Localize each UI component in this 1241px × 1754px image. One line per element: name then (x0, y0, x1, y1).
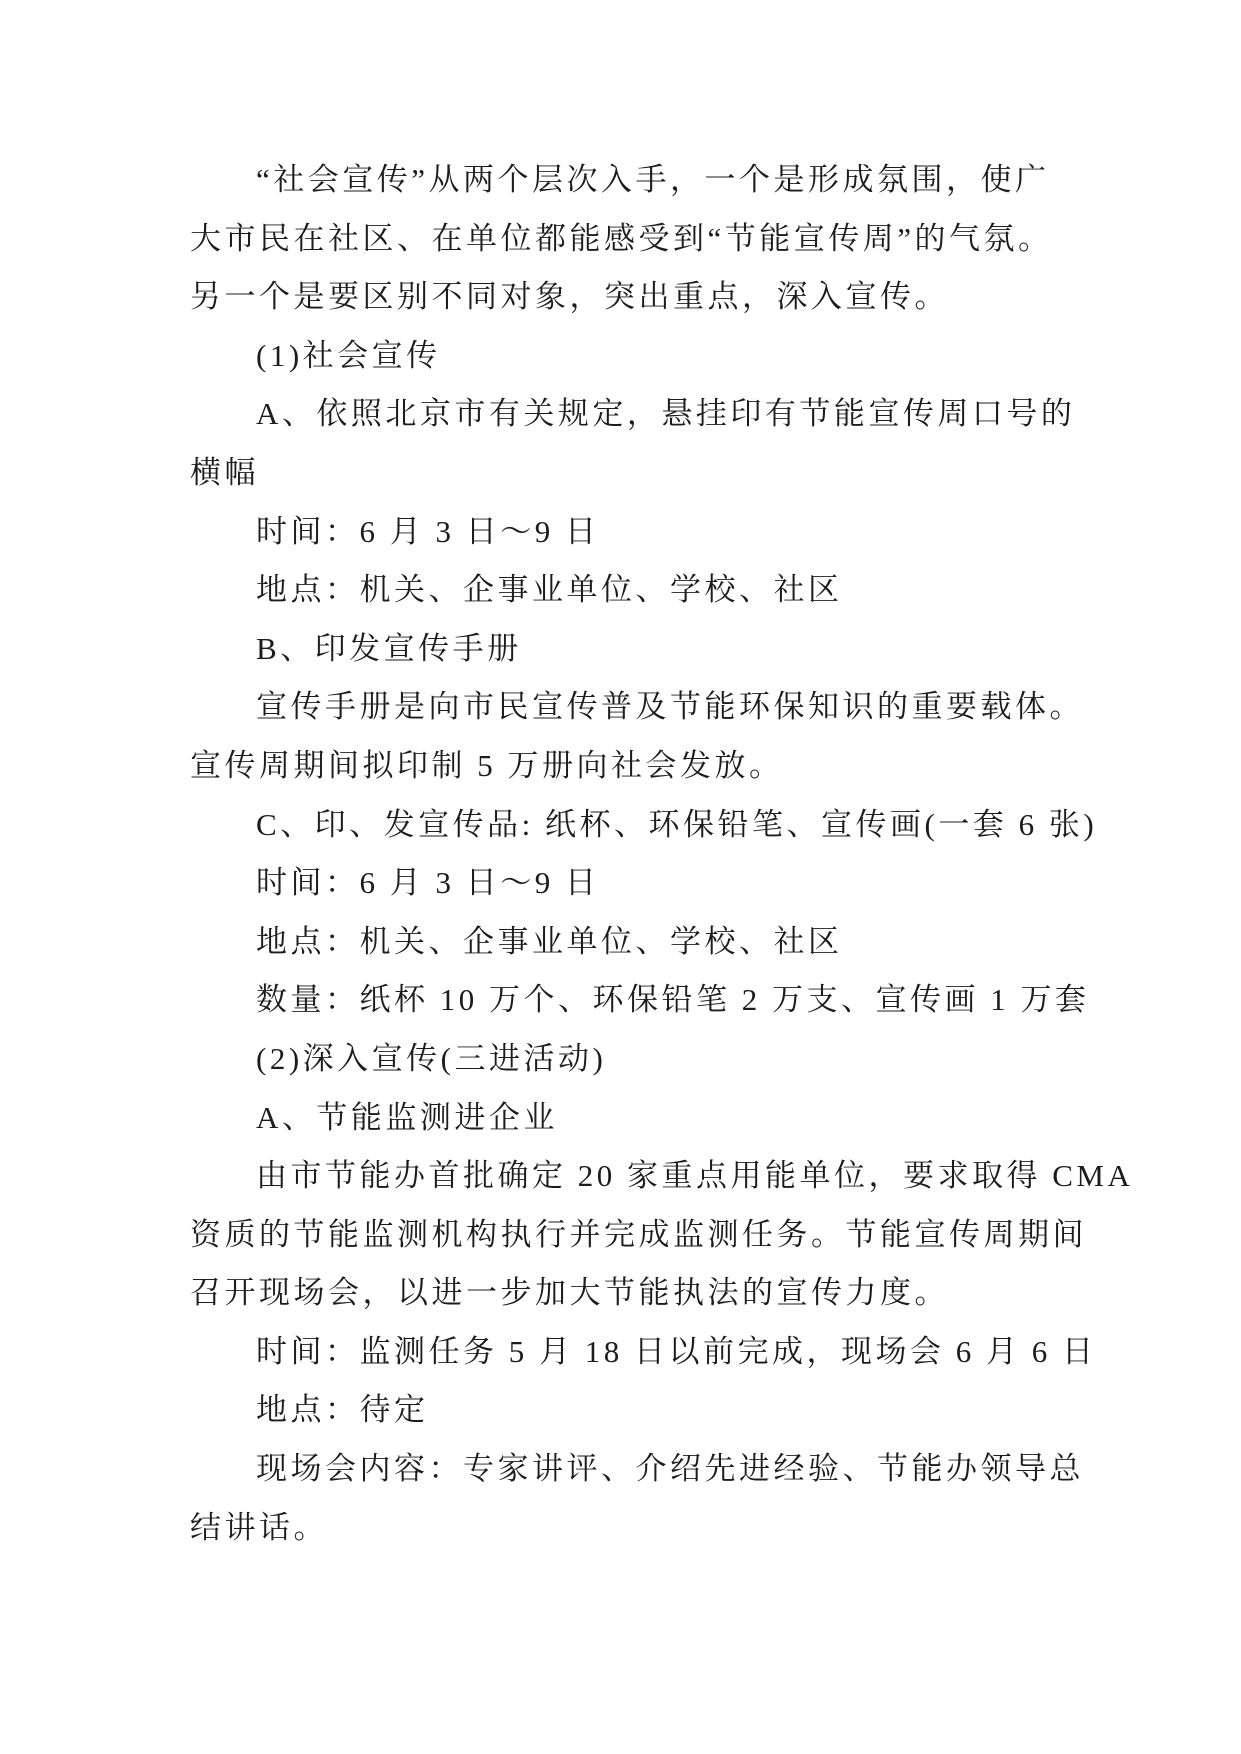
text-line: 大市民在社区、在单位都能感受到“节能宣传周”的气氛。 (190, 220, 1053, 256)
text-line: A、节能监测进企业 (256, 1099, 558, 1135)
text-line: 地点：待定 (256, 1392, 429, 1428)
text-line: 结讲话。 (190, 1509, 328, 1545)
document-body (190, 151, 1134, 1557)
text-line: A、依照北京市有关规定，悬挂印有节能宣传周口号的 (256, 396, 1076, 432)
text-line: 横幅 (190, 454, 259, 490)
text-line: 地点：机关、企事业单位、学校、社区 (256, 572, 843, 608)
text-line: 另一个是要区别不同对象，突出重点，深入宣传。 (190, 279, 949, 315)
text-line: (1)社会宣传 (256, 337, 441, 373)
text-line: “社会宣传”从两个层次入手，一个是形成氛围，使广 (256, 162, 1050, 197)
text-line: 资质的节能监测机构执行并完成监测任务。节能宣传周期间 (190, 1216, 1087, 1252)
text-line: 由市节能办首批确定 20 家重点用能单位，要求取得 CMA (256, 1158, 1134, 1194)
text-line: 时间：6 月 3 日～9 日 (256, 865, 600, 901)
text-line: 宣传手册是向市民宣传普及节能环保知识的重要载体。 (256, 689, 1084, 725)
text-line: 宣传周期间拟印制 5 万册向社会发放。 (190, 747, 784, 783)
text-line: 数量：纸杯 10 万个、环保铅笔 2 万支、宣传画 1 万套 (256, 982, 1090, 1018)
text-line: 现场会内容：专家讲评、介绍先进经验、节能办领导总 (256, 1451, 1084, 1487)
text-line: 时间：监测任务 5 月 18 日以前完成，现场会 6 月 6 日 (256, 1333, 1097, 1369)
text-line: 召开现场会，以进一步加大节能执法的宣传力度。 (190, 1275, 949, 1311)
text-line: (2)深入宣传(三进活动) (256, 1040, 607, 1076)
text-line: 地点：机关、企事业单位、学校、社区 (256, 923, 843, 959)
text-line: B、印发宣传手册 (256, 630, 522, 666)
text-line: C、印、发宣传品: 纸杯、环保铅笔、宣传画(一套 6 张) (256, 806, 1098, 842)
text-line: 时间：6 月 3 日～9 日 (256, 513, 600, 549)
